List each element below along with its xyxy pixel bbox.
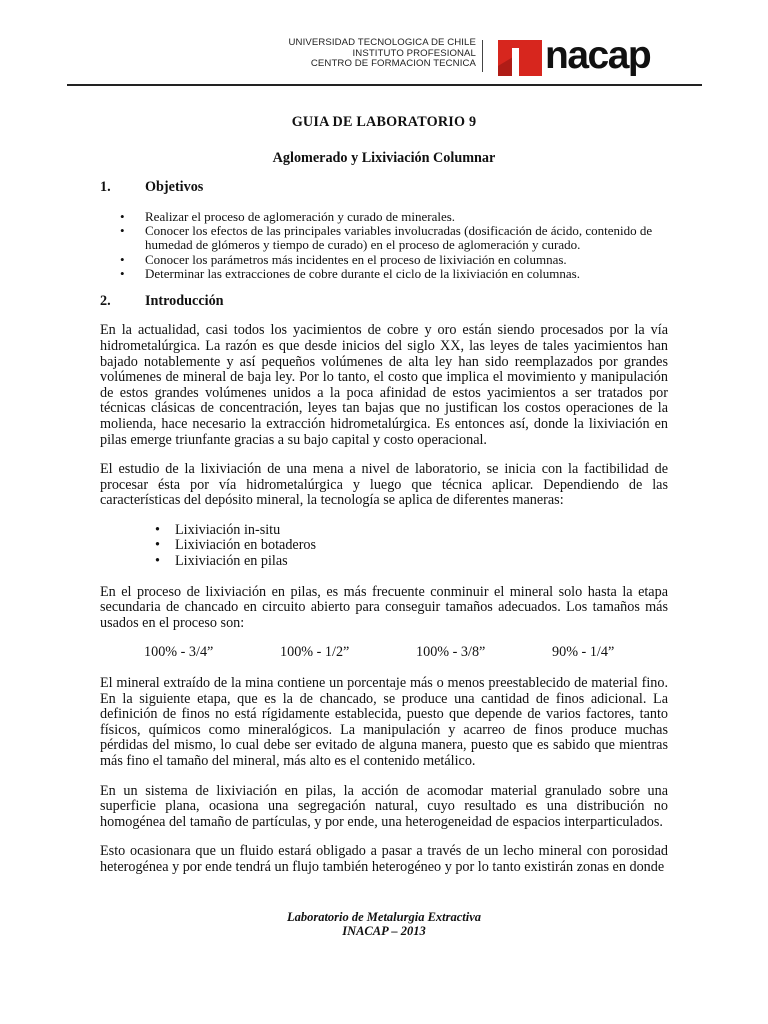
document-body (100, 115, 668, 890)
footer-line-1: Laboratorio de Metalurgia Extractiva (286, 910, 482, 924)
institution-line-2: INSTITUTO PROFESIONAL (352, 47, 476, 59)
institution-line-1: UNIVERSIDAD TECNOLOGICA DE CHILE (288, 37, 476, 48)
leaching-types-list (100, 523, 668, 570)
paragraph: En la actualidad, casi todos los yacimientos de cobre y oro están siendo procesados por la vía hidrometalúrgica. La razón es que desde inicios del siglo XX, las leyes de tales yacimientos han bajado notablemente y así pequeños volúmenes de alta ley han sido reemplazados por grandes volúmenes de mineral de baja ley. Por lo tanto, el costo que implica el movimiento y manipulación de estos grandes volúmenes unidos a la poca afinidad de estos yacimientos a ser tratados por técnicas clásicas de concentración, leyes tan bajas que no justifican los costos operaciones de la molienda, hace necesario la extracción hidrometalúrgica. Es entonces así, donde la lixiviación en pilas emerge triunfante gracias a su bajo capital y costo operacional. (100, 322, 668, 448)
list-item: • Conocer los parámetros más incidentes en el proceso de lixiviación en columnas. (120, 253, 668, 267)
size-value: 100% - 3/4” (144, 644, 214, 661)
inacap-logo-icon (498, 40, 542, 76)
list-item: • Lixiviación in-situ (155, 523, 668, 539)
header-rule (67, 84, 702, 86)
institution-line-3: CENTRO DE FORMACION TECNICA (310, 58, 476, 69)
logo-wordmark: nacap (545, 34, 651, 77)
size-value: 90% - 1/4” (552, 644, 615, 661)
paragraph: En el proceso de lixiviación en pilas, es más frecuente conminuir el mineral solo hasta la etapa secundaria de chancado en circuito abierto para conseguir tamaños adecuados. Los tamaños más usados en el proceso son: (100, 583, 668, 631)
objectives-list (100, 210, 668, 281)
list-item: • Determinar las extracciones de cobre durante el ciclo de la lixiviación en columnas. (120, 267, 668, 281)
section-title: Introducción (145, 292, 224, 309)
paragraph: Esto ocasionara que un fluido estará obligado a pasar a través de un lecho mineral con porosidad heterogénea y por ende tendrá un flujo también heterogéneo y por lo tanto existirán zonas en donde (100, 843, 668, 875)
paragraph: El estudio de la lixiviación de una mena a nivel de laboratorio, se inicia con la factibilidad de procesar ésta por vía hidrometalúrgica y luego que técnica aplicar. Dependiendo de las características del depósito mineral, la tecnología se aplica de diferentes maneras: (100, 461, 668, 509)
particle-sizes (100, 645, 668, 661)
paragraph: En un sistema de lixiviación en pilas, la acción de acomodar material granulado sobre una superficie plana, ocasiona una segregación natural, cuyo resultado es una distribución no homogénea del tamaño de partículas, y por ende, una heterogeneidad de espacios interparticulados. (100, 782, 668, 830)
list-item: • Lixiviación en botaderos (155, 538, 668, 554)
institution-name (289, 38, 476, 70)
paragraph: El mineral extraído de la mina contiene un porcentaje más o menos preestablecido de material fino. En la siguiente etapa, que es la de chancado, se produce una cantidad de finos adicional. La definición de finos no está rígidamente establecida, puesto que depende de varios factores, tanto físicos, químicos como mineralógicos. La manipulación y acarreo de finos produce muchas pérdidas del mismo, lo cual debe ser evitado de alguna manera, puesto que es sabido que mientras más fino el tamaño del mineral, más alto es el contenido metálico. (100, 675, 668, 769)
list-item: • Realizar el proceso de aglomeración y curado de minerales. (120, 210, 668, 224)
section-title: Objetivos (145, 179, 204, 196)
list-item: • Lixiviación en pilas (155, 554, 668, 570)
footer-line-2: INACAP – 2013 (342, 924, 426, 938)
size-value: 100% - 1/2” (280, 644, 350, 661)
page-footer (0, 910, 768, 938)
header-divider (482, 40, 483, 72)
list-item: • Conocer los efectos de las principales variables involucradas (dosificación de ácido, contenido de humedad de glómeros y tiempo de curado) en el proceso de aglomeración y curado. (120, 224, 668, 251)
section-number: 1. (100, 179, 111, 196)
size-value: 100% - 3/8” (416, 644, 486, 661)
document-subtitle: Aglomerado y Lixiviación Columnar (272, 149, 496, 166)
section-objetivos-heading (100, 180, 668, 196)
section-introduccion-heading (100, 294, 668, 310)
document-title: GUIA DE LABORATORIO 9 (291, 114, 477, 130)
section-number: 2. (100, 292, 111, 309)
page-header (0, 0, 768, 86)
